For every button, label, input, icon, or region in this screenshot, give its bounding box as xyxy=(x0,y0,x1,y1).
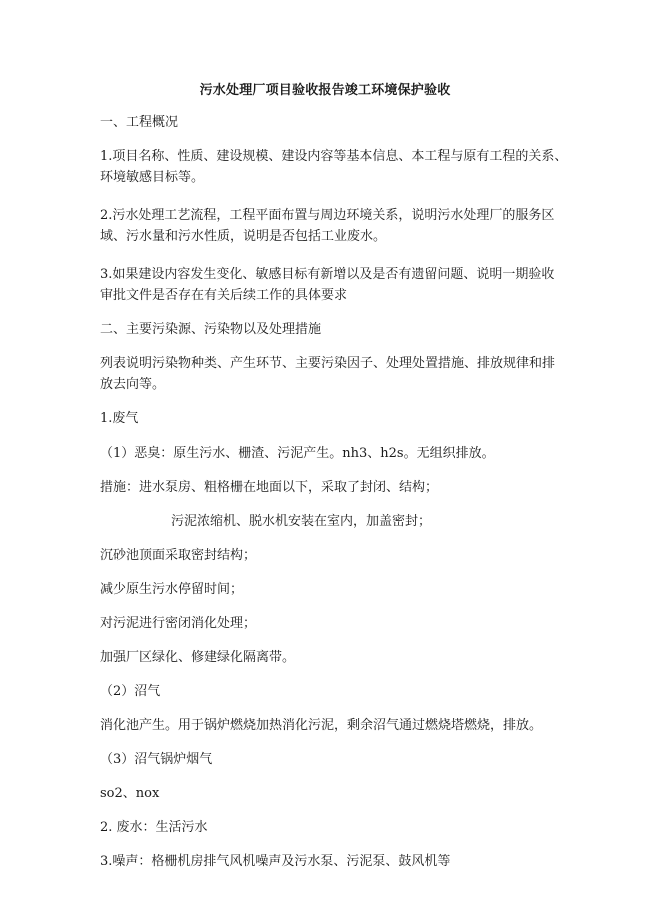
measure-line-5: 对污泥进行密闭消化处理； xyxy=(100,616,257,631)
paragraph-odor: （1）恶臭：原生污水、栅渣、污泥产生。nh3、h2s。无组织排放。 xyxy=(100,446,495,461)
paragraph-item-1-line-1: 1.项目名称、性质、建设规模、建设内容等基本信息、本工程与原有工程的关系、 xyxy=(100,149,568,164)
subheading-waste-water: 2. 废水：生活污水 xyxy=(100,820,208,835)
subheading-flue-gas: （3）沼气锅炉烟气 xyxy=(100,752,213,767)
measure-line-3: 沉砂池顶面采取密封结构； xyxy=(100,548,257,563)
measure-line-2: 污泥浓缩机、脱水机安装在室内，加盖密封； xyxy=(171,514,432,529)
paragraph-item-2-line-1: 2.污水处理工艺流程，工程平面布置与周边环境关系，说明污水处理厂的服务区 xyxy=(100,208,555,223)
paragraph-biogas: 消化池产生。用于锅炉燃烧加热消化污泥，剩余沼气通过燃烧塔燃烧，排放。 xyxy=(100,718,543,733)
paragraph-intro-line-2: 放去向等。 xyxy=(100,377,166,392)
measure-line-1: 措施：进水泵房、粗格栅在地面以下，采取了封闭、结构； xyxy=(100,480,439,495)
subheading-waste-gas: 1.废气 xyxy=(100,411,139,426)
measure-line-4: 减少原生污水停留时间； xyxy=(100,582,244,597)
section-heading-pollution-sources: 二、主要污染源、污染物以及处理措施 xyxy=(100,322,322,337)
paragraph-item-3-line-2: 审批文件是否存在有关后续工作的具体要求 xyxy=(100,288,348,303)
measure-line-6: 加强厂区绿化、修建绿化隔离带。 xyxy=(100,650,296,665)
paragraph-intro-line-1: 列表说明污染物种类、产生环节、主要污染因子、处理处置措施、排放规律和排 xyxy=(100,356,556,371)
subheading-biogas: （2）沼气 xyxy=(100,684,161,699)
section-heading-project-overview: 一、工程概况 xyxy=(100,115,179,130)
subheading-noise: 3.噪声：格栅机房排气风机噪声及污水泵、污泥泵、鼓风机等 xyxy=(100,854,451,869)
document-title: 污水处理厂项目验收报告竣工环境保护验收 xyxy=(199,83,451,98)
paragraph-item-2-line-2: 域、污水量和污水性质，说明是否包括工业废水。 xyxy=(100,229,387,244)
paragraph-item-3-line-1: 3.如果建设内容发生变化、敏感目标有新增以及是否有遗留问题、说明一期验收 xyxy=(100,267,555,282)
paragraph-flue-gas: so2、nox xyxy=(100,786,160,801)
paragraph-item-1-line-2: 环境敏感目标等。 xyxy=(100,170,205,185)
